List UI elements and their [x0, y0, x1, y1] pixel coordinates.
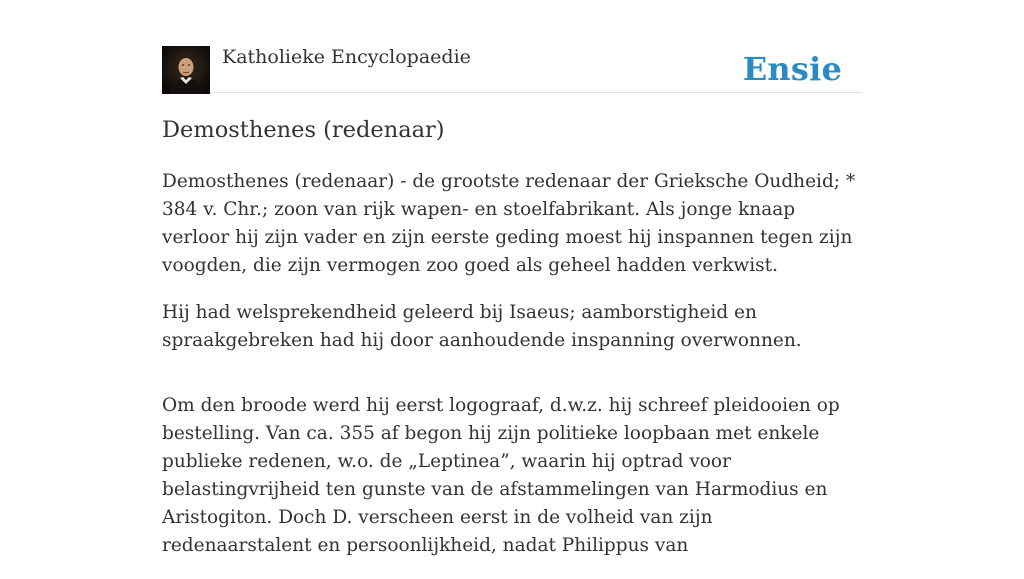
site-logo-portrait[interactable]: [162, 46, 210, 94]
site-name[interactable]: Katholieke Encyclopaedie: [222, 46, 471, 68]
portrait-icon: [162, 46, 210, 94]
brand-logo[interactable]: Ensie: [742, 50, 842, 88]
article-paragraph: Om den broode werd hij eerst logograaf, d.w.z. hij schreef pleidooien op bestelling. Van ca. 355 af begon hij zijn politieke loopbaan met enkele publieke redenen, w.o. de „Leptinea”, waarin hij optrad voor belastingvrijheid ten gunste van de afstammelingen van Harmodius en Aristogiton. Doch D. verscheen eerst in de volheid van zijn redenaarstalent en persoonlijkheid, nadat Philippus van: [162, 395, 840, 556]
article-paragraph: Hij had welsprekendheid geleerd bij Isaeus; aamborstigheid en spraakgebreken had hij door aanhoudende inspanning overwonnen.: [162, 302, 802, 351]
article-paragraph: Demosthenes (redenaar) - de grootste redenaar der Grieksche Oudheid; * 384 v. Chr.; zoon van rijk wapen- en stoelfabrikant. Als jonge knaap verloor hij zijn vader en zijn eerste geding moest hij inspannen tegen zijn voogden, die zijn vermogen zoo goed als geheel hadden verkwist.: [162, 171, 856, 276]
page-container: [162, 0, 862, 556]
site-header: [162, 0, 862, 93]
article-body: [162, 168, 862, 579]
article-title: Demosthenes (redenaar): [162, 117, 445, 143]
